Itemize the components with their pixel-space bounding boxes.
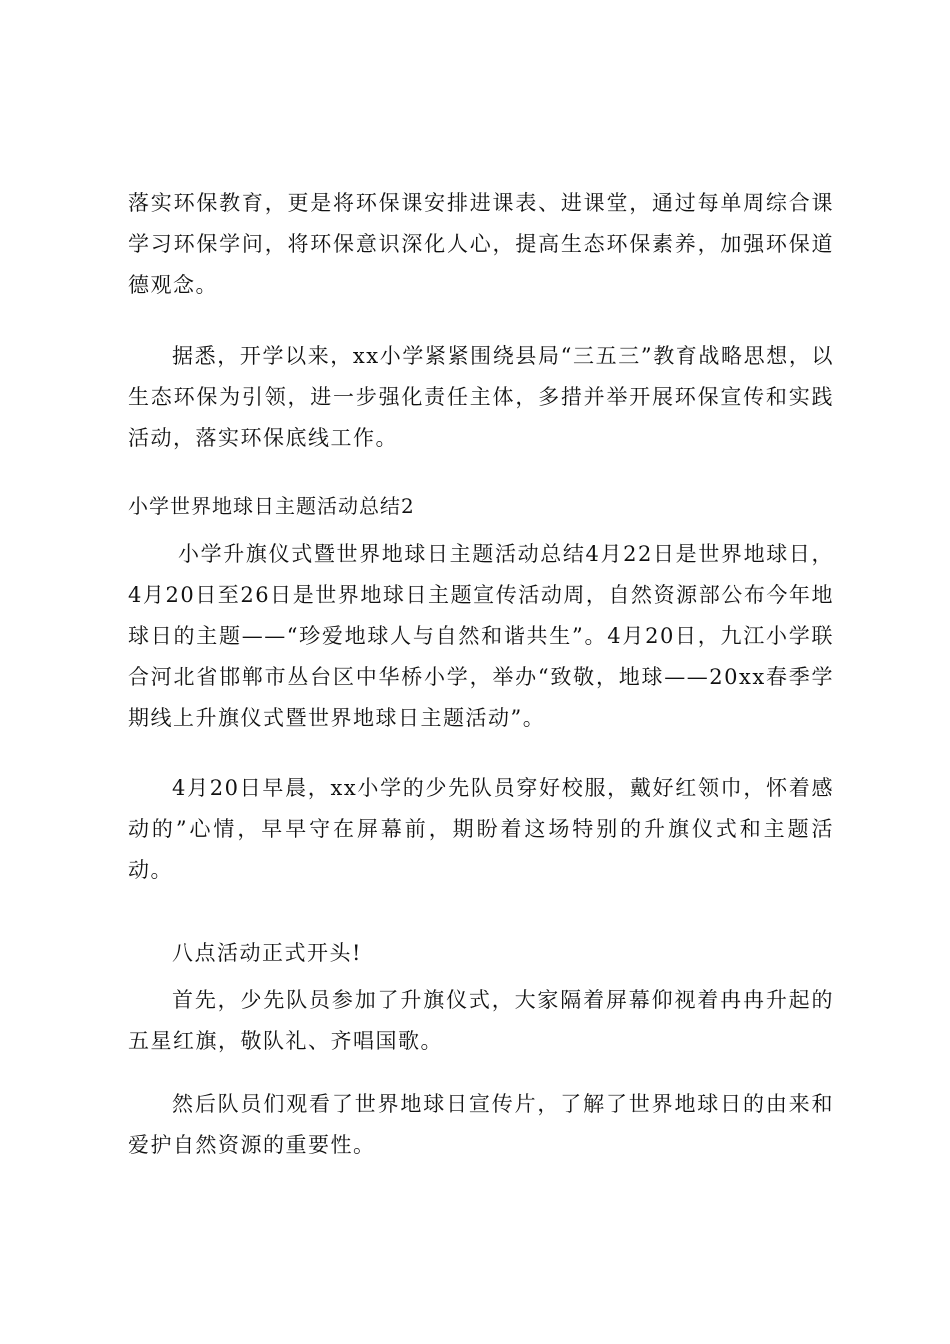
- paragraph-promotional-video: 然后队员们观看了世界地球日宣传片，了解了世界地球日的由来和爱护自然资源的重要性。: [128, 1092, 834, 1157]
- paragraph-environmental-education: 落实环保教育，更是将环保课安排进课表、进课堂，通过每单周综合课学习环保学问，将环保意识深化人心，提高生态环保素养，加强环保道德观念。: [128, 191, 834, 297]
- paragraph-morning-preparation: 4月20日早晨，xx小学的少先队员穿好校服，戴好红领巾，怀着感动的”心情，早早守在屏幕前，期盼着这场特别的升旗仪式和主题活动。: [128, 776, 834, 882]
- paragraph-flag-ceremony: 首先，少先队员参加了升旗仪式，大家隔着屏幕仰视着冉冉升起的五星红旗，敬队礼、齐唱国歌。: [128, 988, 834, 1053]
- paragraph-school-activities: 据悉，开学以来，xx小学紧紧围绕县局“三五三”教育战略思想，以生态环保为引领，进一步强化责任主体，多措并举开展环保宣传和实践活动，落实环保底线工作。: [128, 344, 834, 450]
- section-heading: 小学世界地球日主题活动总结2: [128, 494, 415, 518]
- paragraph-activity-start: 八点活动正式开头!: [172, 941, 362, 965]
- paragraph-earth-day-summary: 小学升旗仪式暨世界地球日主题活动总结4月22日是世界地球日，4月20日至26日是世界地球日主题宣传活动周，自然资源部公布今年地球日的主题——“珍爱地球人与自然和谐共生”。4月20日，九江小学联合河北省邯郸市丛台区中华桥小学，举办“致敬，地球——20xx春季学期线上升旗仪式暨世界地球日主题活动”。: [128, 542, 834, 730]
